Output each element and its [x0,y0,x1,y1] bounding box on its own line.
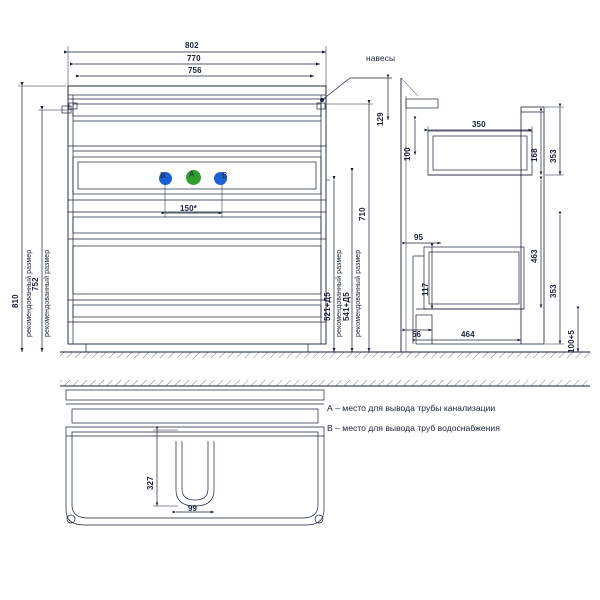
dim-recommended-752: 752 [31,277,40,291]
dim-117: 117 [421,282,430,296]
dim-353-top: 353 [549,149,558,163]
dim-top-width: 756 [188,66,202,75]
legend-note-b: В – место для вывода труб водоснабжения [327,423,500,433]
dim-inner-width: 770 [187,54,201,63]
recommended-label-3: рекомендованный размер [336,249,343,337]
dim-height-total: 810 [11,294,20,308]
dim-overall-width: 802 [185,41,199,50]
dim-464: 464 [461,330,475,339]
recommended-label-4: рекомендованный размер [355,249,362,337]
callout-hangers: навесы [366,53,396,63]
marker-label-b-left: В [160,171,166,180]
dim-marker-span: 150* [180,204,197,213]
recommended-label-2: рекомендованный размер [44,249,51,337]
marker-label-b-right: В [222,171,228,180]
dim-353-bottom: 353 [549,284,558,298]
dim-99: 99 [188,504,198,513]
dim-129: 129 [376,112,385,126]
dim-327: 327 [146,476,155,490]
dim-168: 168 [530,148,539,162]
dim-521: 521+Д5 [323,292,332,321]
dim-100-top: 100 [403,147,412,161]
dim-100-plus-5: 100+5 [567,330,576,353]
dim-350: 350 [472,120,486,129]
dim-95: 95 [414,233,424,242]
dim-710: 710 [358,207,367,221]
dim-56: 56 [412,330,422,339]
dim-541: 541+Д5 [342,292,351,321]
recommended-label-1: рекомендованный размер [26,249,33,337]
legend-note-a: А – место для вывода трубы канализации [327,403,496,413]
marker-label-a: А [189,170,195,179]
dim-463: 463 [530,249,539,263]
